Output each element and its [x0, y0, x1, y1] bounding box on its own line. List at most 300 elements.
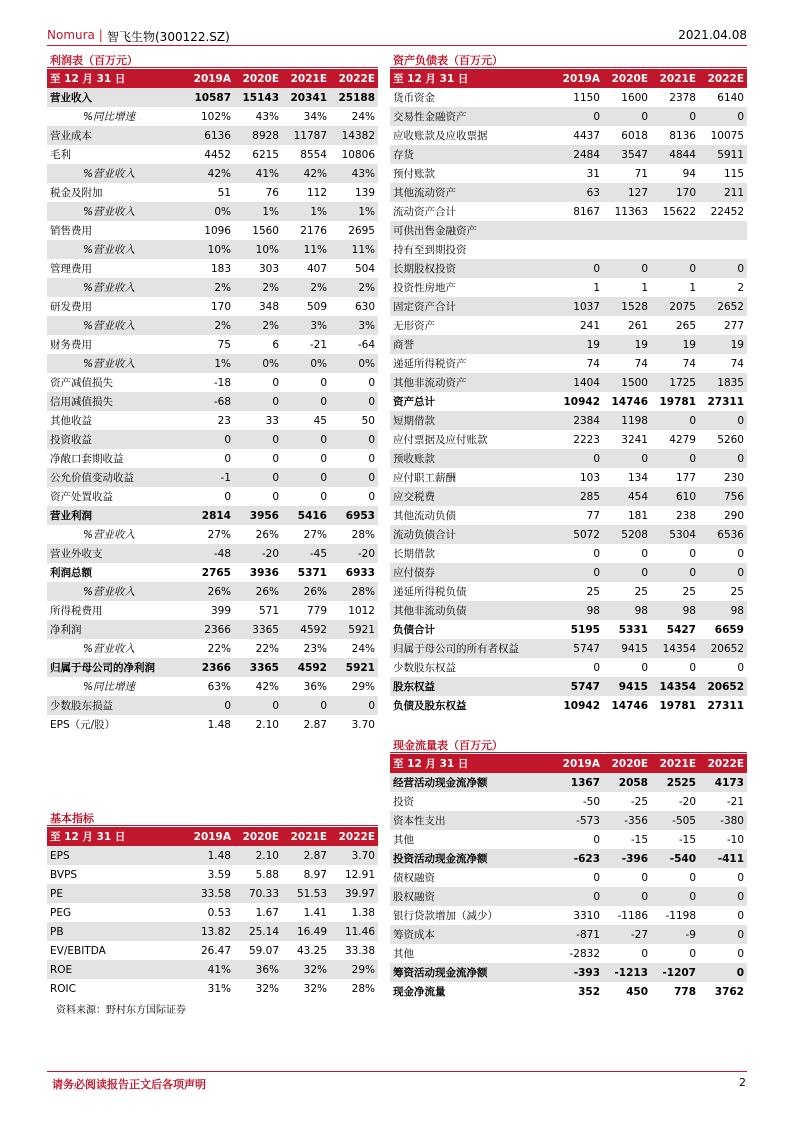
balance-cell: 0	[651, 449, 699, 468]
cashflow-row-label: 经营活动现金流净额	[390, 773, 555, 792]
income-cell: 3936	[249, 566, 279, 579]
cashflow-cell: 0	[699, 887, 747, 906]
income-cell: 0	[330, 392, 378, 411]
balance-row	[390, 278, 747, 297]
income-cell: 34%	[303, 110, 327, 123]
balance-row-label: 流动负债合计	[390, 525, 555, 544]
balance-row-label: 可供出售金融资产	[390, 221, 555, 240]
balance-cell: 27311	[707, 395, 744, 408]
balance-cell: 19	[555, 335, 603, 354]
cashflow-row	[390, 963, 747, 982]
balance-row	[390, 677, 747, 696]
balance-cell: 6018	[621, 129, 648, 142]
balance-row	[390, 696, 747, 715]
income-cell: 0	[368, 376, 375, 389]
balance-row-label: 持有至到期投资	[393, 244, 467, 256]
balance-cell: 77	[586, 509, 600, 522]
income-row-label: 投资收益	[47, 430, 186, 449]
balance-cell: 230	[723, 471, 744, 484]
balance-cell: 0	[555, 107, 603, 126]
income-cell: 28%	[330, 582, 378, 601]
income-row	[47, 221, 378, 240]
balance-cell: 6140	[717, 91, 744, 104]
balance-cell: 1	[641, 281, 648, 294]
balance-cell: 8167	[573, 205, 600, 218]
cashflow-cell: -10	[726, 833, 744, 846]
basic-column-header: 2019A	[186, 827, 234, 846]
balance-cell: 0	[699, 259, 747, 278]
income-cell: 1012	[348, 604, 375, 617]
income-cell: 2%	[186, 316, 234, 335]
balance-row-label: 预付账款	[393, 168, 435, 180]
income-row	[47, 297, 378, 316]
balance-section-title: 资产负债表（百万元）	[393, 54, 503, 67]
balance-cell: 454	[603, 487, 651, 506]
cashflow-row	[390, 925, 747, 944]
income-cell: 11787	[282, 126, 330, 145]
balance-cell: 5427	[666, 623, 696, 636]
balance-cell: 181	[627, 509, 648, 522]
balance-cell: 19781	[659, 699, 696, 712]
income-cell: 0	[320, 376, 327, 389]
income-column-header: 2022E	[330, 69, 378, 88]
income-row	[47, 392, 378, 411]
balance-cell	[699, 221, 747, 240]
income-row-label: 所得税费用	[50, 605, 103, 617]
income-cell: 6933	[345, 566, 375, 579]
balance-cell	[555, 240, 603, 259]
cashflow-cell: -871	[555, 925, 603, 944]
income-cell: 0	[272, 490, 279, 503]
income-cell: 0	[234, 468, 282, 487]
cashflow-row-label: 银行贷款增加（减少）	[393, 910, 498, 922]
income-cell: 3956	[234, 506, 282, 525]
balance-row-label: 商誉	[390, 335, 555, 354]
income-row	[47, 126, 378, 145]
cashflow-cell: 0	[699, 963, 747, 982]
balance-cell: 0	[555, 259, 603, 278]
cashflow-cell: 4173	[699, 773, 747, 792]
income-row	[47, 525, 378, 544]
balance-row-label: 应交税费	[390, 487, 555, 506]
balance-cell: 0	[603, 259, 651, 278]
income-cell: 2%	[234, 316, 282, 335]
income-cell: 303	[258, 262, 279, 275]
basic-row	[47, 884, 378, 903]
page-header	[47, 28, 747, 44]
balance-cell: 0	[651, 107, 699, 126]
basic-column-header: 至 12 月 31 日	[47, 827, 186, 846]
balance-cell: 211	[699, 183, 747, 202]
income-row-label: %营业收入	[47, 240, 186, 259]
basic-row-label: EPS	[47, 846, 186, 865]
income-row-label: %营业收入	[47, 582, 186, 601]
income-cell: 29%	[351, 680, 375, 693]
income-row-label: %营业收入	[47, 316, 186, 335]
balance-cell: 0	[689, 661, 696, 674]
basic-row-label: EV/EBITDA	[50, 944, 106, 957]
balance-cell: 98	[651, 601, 699, 620]
basic-cell: 28%	[351, 982, 375, 995]
cashflow-cell: 0	[737, 871, 744, 884]
income-cell: 2%	[234, 278, 282, 297]
income-cell: 3365	[234, 620, 282, 639]
cashflow-cell: -2832	[569, 947, 600, 960]
balance-cell: 5304	[651, 525, 699, 544]
balance-cell: 25	[634, 585, 648, 598]
basic-cell: 3.59	[207, 868, 231, 881]
cashflow-cell: -505	[651, 811, 699, 830]
balance-cell: 238	[675, 509, 696, 522]
balance-cell: 71	[634, 167, 648, 180]
income-row-label: %营业收入	[47, 164, 186, 183]
cashflow-cell: 0	[689, 947, 696, 960]
income-row-label: EPS（元/股）	[50, 719, 116, 731]
income-row	[47, 487, 378, 506]
income-cell: 139	[354, 186, 375, 199]
balance-cell	[651, 221, 699, 240]
balance-row-label: 其他非流动资产	[390, 373, 555, 392]
balance-row-label: 少数股东权益	[393, 662, 456, 674]
income-cell: 170	[210, 300, 231, 313]
income-row	[47, 677, 378, 696]
income-cell: 8928	[234, 126, 282, 145]
income-cell: -64	[357, 338, 375, 351]
income-row	[47, 202, 378, 221]
cashflow-cell: -380	[699, 811, 747, 830]
cashflow-row	[390, 830, 747, 849]
basic-table	[47, 827, 378, 998]
balance-cell: 0	[555, 563, 603, 582]
balance-row	[390, 297, 747, 316]
basic-row-label: PE	[47, 884, 186, 903]
income-cell: 6953	[330, 506, 378, 525]
cashflow-cell: 0	[699, 925, 747, 944]
income-row-label: 税金及附加	[50, 187, 103, 199]
income-cell: 10%	[234, 240, 282, 259]
balance-row-label: 应付债券	[390, 563, 555, 582]
income-row	[47, 715, 378, 734]
balance-row	[390, 145, 747, 164]
income-cell: 0	[330, 468, 378, 487]
income-row	[47, 164, 378, 183]
income-row-label: 财务费用	[50, 339, 92, 351]
balance-cell: 5747	[555, 639, 603, 658]
income-cell: 0	[282, 430, 330, 449]
balance-row-label: 长期股权投资	[390, 259, 555, 278]
balance-column-header: 至 12 月 31 日	[390, 69, 555, 88]
balance-cell: 0	[603, 107, 651, 126]
income-cell: -68	[186, 392, 234, 411]
balance-row-label: 归属于母公司的所有者权益	[390, 639, 555, 658]
balance-cell: 1037	[555, 297, 603, 316]
header-divider	[47, 45, 747, 46]
cashflow-cell: 0	[603, 887, 651, 906]
income-cell: 76	[265, 186, 279, 199]
cashflow-cell: -9	[651, 925, 699, 944]
balance-cell: 74	[730, 357, 744, 370]
basic-cell: 41%	[186, 960, 234, 979]
income-cell: 0	[272, 376, 279, 389]
basic-header-row	[47, 827, 378, 846]
balance-cell: 0	[603, 449, 651, 468]
income-cell: 0	[320, 452, 327, 465]
income-cell: 6215	[252, 148, 279, 161]
balance-row	[390, 259, 747, 278]
income-cell: 1%	[186, 354, 234, 373]
income-cell: 26%	[255, 528, 279, 541]
balance-cell: 25	[730, 585, 744, 598]
cashflow-cell: -393	[555, 963, 603, 982]
income-cell: 26%	[234, 582, 282, 601]
balance-cell: 98	[699, 601, 747, 620]
income-cell: 8554	[300, 148, 327, 161]
income-cell: 51	[217, 186, 231, 199]
income-cell: 112	[306, 186, 327, 199]
basic-row	[47, 846, 378, 865]
basic-cell: 13.82	[186, 922, 234, 941]
income-column-header: 2021E	[282, 69, 330, 88]
balance-row-label: 货币资金	[393, 92, 435, 104]
balance-row-label: 长期借款	[393, 548, 435, 560]
income-cell: 2%	[282, 278, 330, 297]
income-cell: 504	[354, 262, 375, 275]
income-row-label: 销售费用	[50, 225, 92, 237]
balance-row-label: 负债合计	[393, 624, 435, 636]
income-row-label: 资产处置收益	[50, 491, 113, 503]
balance-column-header: 2019A	[555, 69, 603, 88]
cashflow-cell: 0	[641, 871, 648, 884]
basic-cell: 70.33	[234, 884, 282, 903]
basic-cell: 31%	[207, 982, 231, 995]
balance-cell: 5208	[603, 525, 651, 544]
balance-cell: 0	[651, 563, 699, 582]
brand-label: Nomura |	[47, 28, 103, 42]
balance-cell: 261	[627, 319, 648, 332]
income-cell: 10587	[186, 88, 234, 107]
income-cell: 42%	[186, 164, 234, 183]
balance-row-label: 其他非流动负债	[390, 601, 555, 620]
balance-column-header: 2022E	[699, 69, 747, 88]
income-row-label: 毛利	[50, 149, 71, 161]
income-row-label: %营业收入	[47, 202, 186, 221]
income-row	[47, 468, 378, 487]
income-header-row	[47, 69, 378, 88]
cashflow-cell: 0	[689, 871, 696, 884]
cashflow-cell: 352	[578, 985, 600, 998]
cashflow-column-header: 2022E	[699, 754, 747, 773]
income-row	[47, 183, 378, 202]
basic-cell: 39.97	[330, 884, 378, 903]
income-row-label: 其他收益	[50, 415, 92, 427]
basic-row-label: ROIC	[50, 982, 76, 995]
cashflow-cell: 0	[593, 871, 600, 884]
income-cell: -18	[213, 376, 231, 389]
balance-cell: 0	[651, 259, 699, 278]
cashflow-cell: 3762	[714, 985, 744, 998]
balance-cell: 177	[675, 471, 696, 484]
cashflow-row	[390, 906, 747, 925]
balance-row	[390, 487, 747, 506]
income-cell: 3365	[234, 658, 282, 677]
cashflow-cell: -396	[603, 849, 651, 868]
basic-row	[47, 941, 378, 960]
income-row-label: %营业收入	[47, 354, 186, 373]
basic-cell: 59.07	[248, 944, 279, 957]
balance-cell: 10942	[563, 699, 600, 712]
cashflow-column-header: 至 12 月 31 日	[390, 754, 555, 773]
balance-cell: 265	[675, 319, 696, 332]
income-row-label: 归属于母公司的净利润	[47, 658, 186, 677]
income-cell: 63%	[207, 680, 231, 693]
basic-cell: 33.58	[186, 884, 234, 903]
cashflow-cell: -1198	[665, 909, 696, 922]
basic-row	[47, 865, 378, 884]
income-cell: 1096	[204, 224, 231, 237]
balance-row-label: 短期借款	[390, 411, 555, 430]
income-cell: 2%	[186, 278, 234, 297]
balance-cell: 2378	[669, 91, 696, 104]
basic-section-line	[47, 825, 378, 826]
balance-cell: 0	[699, 411, 747, 430]
cashflow-table	[390, 754, 747, 1001]
balance-cell: 19781	[659, 395, 696, 408]
balance-row	[390, 221, 747, 240]
balance-cell: 9415	[603, 677, 651, 696]
income-row	[47, 88, 378, 107]
income-row	[47, 601, 378, 620]
income-cell: 42%	[255, 680, 279, 693]
balance-cell: 9415	[603, 639, 651, 658]
cashflow-row-label: 筹资成本	[390, 925, 555, 944]
cashflow-cell: 0	[641, 947, 648, 960]
balance-row	[390, 563, 747, 582]
balance-cell: 94	[682, 167, 696, 180]
cashflow-cell: -20	[678, 795, 696, 808]
basic-row	[47, 960, 378, 979]
balance-cell: 170	[651, 183, 699, 202]
balance-cell: 22452	[710, 205, 744, 218]
cashflow-cell: -15	[678, 833, 696, 846]
income-cell: 2.87	[303, 718, 327, 731]
balance-cell: 127	[603, 183, 651, 202]
balance-row-label: 资产总计	[393, 396, 435, 408]
balance-cell: 115	[723, 167, 744, 180]
income-cell: -48	[186, 544, 234, 563]
basic-cell: 32%	[255, 982, 279, 995]
cashflow-cell: -1186	[617, 909, 648, 922]
cashflow-cell: 1367	[555, 773, 603, 792]
income-row-label: %同比增速	[83, 111, 135, 123]
income-cell: 27%	[207, 528, 231, 541]
cashflow-cell: 0	[737, 909, 744, 922]
balance-row-label: 投资性房地产	[393, 282, 456, 294]
income-cell: 3%	[330, 316, 378, 335]
cashflow-cell: -1213	[603, 963, 651, 982]
basic-cell: 32%	[282, 960, 330, 979]
income-cell: 3%	[282, 316, 330, 335]
balance-cell: 19	[603, 335, 651, 354]
cashflow-cell: 0	[651, 887, 699, 906]
balance-cell: 756	[699, 487, 747, 506]
income-row-label: 公允价值变动收益	[47, 468, 186, 487]
income-cell: 0	[234, 430, 282, 449]
cashflow-row-label: 债权融资	[393, 872, 435, 884]
balance-row-label: 其他流动资产	[390, 183, 555, 202]
balance-row	[390, 620, 747, 639]
balance-cell: 31	[586, 167, 600, 180]
balance-row	[390, 202, 747, 221]
cashflow-section-line	[390, 752, 747, 753]
cashflow-cell: 778	[674, 985, 696, 998]
cashflow-cell: 0	[555, 887, 603, 906]
basic-cell: 32%	[303, 982, 327, 995]
income-cell: 0%	[186, 202, 234, 221]
income-row	[47, 658, 378, 677]
basic-cell: 1.67	[255, 906, 279, 919]
basic-row-label: PEG	[50, 906, 72, 919]
cashflow-row-label: 资本性支出	[390, 811, 555, 830]
basic-cell: 0.53	[207, 906, 231, 919]
income-cell: 26%	[186, 582, 234, 601]
balance-cell: 0	[593, 547, 600, 560]
income-cell: 0	[224, 490, 231, 503]
balance-cell: 74	[586, 357, 600, 370]
balance-row	[390, 107, 747, 126]
balance-cell: 285	[555, 487, 603, 506]
balance-row	[390, 582, 747, 601]
cashflow-row	[390, 982, 747, 1001]
income-row	[47, 620, 378, 639]
cashflow-cell: 0	[593, 833, 600, 846]
balance-cell: 27311	[707, 699, 744, 712]
cashflow-row	[390, 944, 747, 963]
basic-cell: 1.41	[303, 906, 327, 919]
balance-row-label: 应付职工薪酬	[393, 472, 456, 484]
income-cell: 0	[224, 452, 231, 465]
balance-cell	[603, 240, 651, 259]
income-row	[47, 430, 378, 449]
cashflow-row-label: 现金净流量	[393, 986, 446, 998]
income-cell: 50	[361, 414, 375, 427]
balance-cell: 14746	[611, 699, 648, 712]
income-cell: 0%	[234, 354, 282, 373]
balance-cell: 25	[682, 585, 696, 598]
balance-cell: 0	[641, 547, 648, 560]
income-row-label: %营业收入	[83, 643, 135, 655]
income-cell: -20	[234, 544, 282, 563]
income-row-label: %同比增速	[83, 681, 135, 693]
income-row-label: 利润总额	[50, 567, 92, 579]
balance-cell: 25	[586, 585, 600, 598]
balance-cell: 5747	[555, 677, 603, 696]
income-row	[47, 354, 378, 373]
cashflow-cell: -411	[699, 849, 747, 868]
basic-row-label: ROE	[47, 960, 186, 979]
income-cell: 45	[313, 414, 327, 427]
cashflow-cell: -1207	[651, 963, 699, 982]
balance-cell: 0	[689, 547, 696, 560]
basic-row-label: BVPS	[50, 868, 78, 881]
income-cell: 2695	[348, 224, 375, 237]
balance-cell: 15622	[662, 205, 696, 218]
balance-row-label: 流动资产合计	[393, 206, 456, 218]
balance-cell: 5331	[618, 623, 648, 636]
basic-cell: 5.88	[255, 868, 279, 881]
balance-cell: 1404	[555, 373, 603, 392]
cashflow-row-label: 股权融资	[390, 887, 555, 906]
income-row	[47, 278, 378, 297]
